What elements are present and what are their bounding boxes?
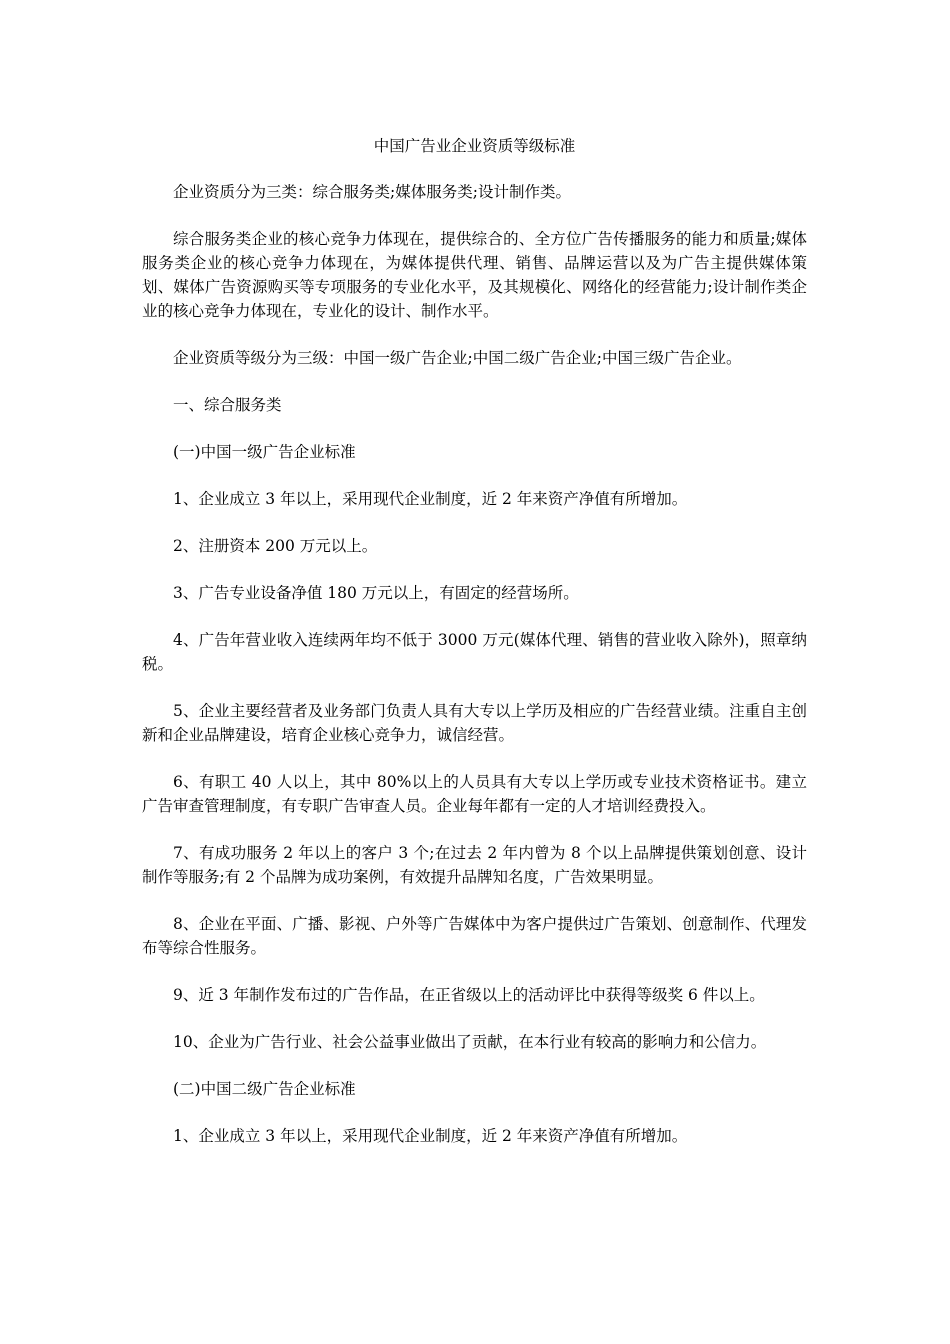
list-item: 1、企业成立 3 年以上，采用现代企业制度，近 2 年来资产净值有所增加。	[173, 1127, 688, 1145]
list-item: 2、注册资本 200 万元以上。	[173, 537, 378, 555]
paragraph-qualification-types: 企业资质分为三类：综合服务类;媒体服务类;设计制作类。	[173, 183, 571, 201]
list-item: 3、广告专业设备净值 180 万元以上，有固定的经营场所。	[173, 584, 579, 602]
list-item: 6、有职工 40 人以上，其中 80%以上的人员具有大专以上学历或专业技术资格证书。建立广告审查管理制度，有专职广告审查人员。企业每年都有一定的人才培训经费投入。	[142, 773, 807, 815]
subsection-heading-level-two: (二)中国二级广告企业标准	[173, 1080, 356, 1098]
list-item: 1、企业成立 3 年以上，采用现代企业制度，近 2 年来资产净值有所增加。	[173, 490, 688, 508]
list-item: 4、广告年营业收入连续两年均不低于 3000 万元(媒体代理、销售的营业收入除外)，照章纳税。	[142, 631, 807, 673]
section-heading-comprehensive-services: 一、综合服务类	[173, 396, 282, 414]
document-body	[142, 134, 807, 1171]
list-item: 8、企业在平面、广播、影视、户外等广告媒体中为客户提供过广告策划、创意制作、代理发布等综合性服务。	[142, 915, 807, 957]
list-item: 10、企业为广告行业、社会公益事业做出了贡献，在本行业有较高的影响力和公信力。	[173, 1033, 767, 1051]
list-item: 9、近 3 年制作发布过的广告作品，在正省级以上的活动评比中获得等级奖 6 件以上。	[173, 986, 765, 1004]
list-item: 5、企业主要经营者及业务部门负责人具有大专以上学历及相应的广告经营业绩。注重自主创新和企业品牌建设，培育企业核心竞争力，诚信经营。	[142, 702, 807, 744]
paragraph-core-competence: 综合服务类企业的核心竞争力体现在，提供综合的、全方位广告传播服务的能力和质量;媒体服务类企业的核心竞争力体现在，为媒体提供代理、销售、品牌运营以及为广告主提供媒体策划、媒体广告资源购买等专项服务的专业化水平，及其规模化、网络化的经营能力;设计制作类企业的核心竞争力体现在，专业化的设计、制作水平。	[142, 230, 807, 320]
list-item: 7、有成功服务 2 年以上的客户 3 个;在过去 2 年内曾为 8 个以上品牌提供策划创意、设计制作等服务;有 2 个品牌为成功案例，有效提升品牌知名度，广告效果明显。	[142, 844, 807, 886]
subsection-heading-level-one: (一)中国一级广告企业标准	[173, 443, 356, 461]
paragraph-qualification-levels: 企业资质等级分为三级：中国一级广告企业;中国二级广告企业;中国三级广告企业。	[173, 349, 742, 367]
document-title: 中国广告业企业资质等级标准	[373, 137, 576, 155]
